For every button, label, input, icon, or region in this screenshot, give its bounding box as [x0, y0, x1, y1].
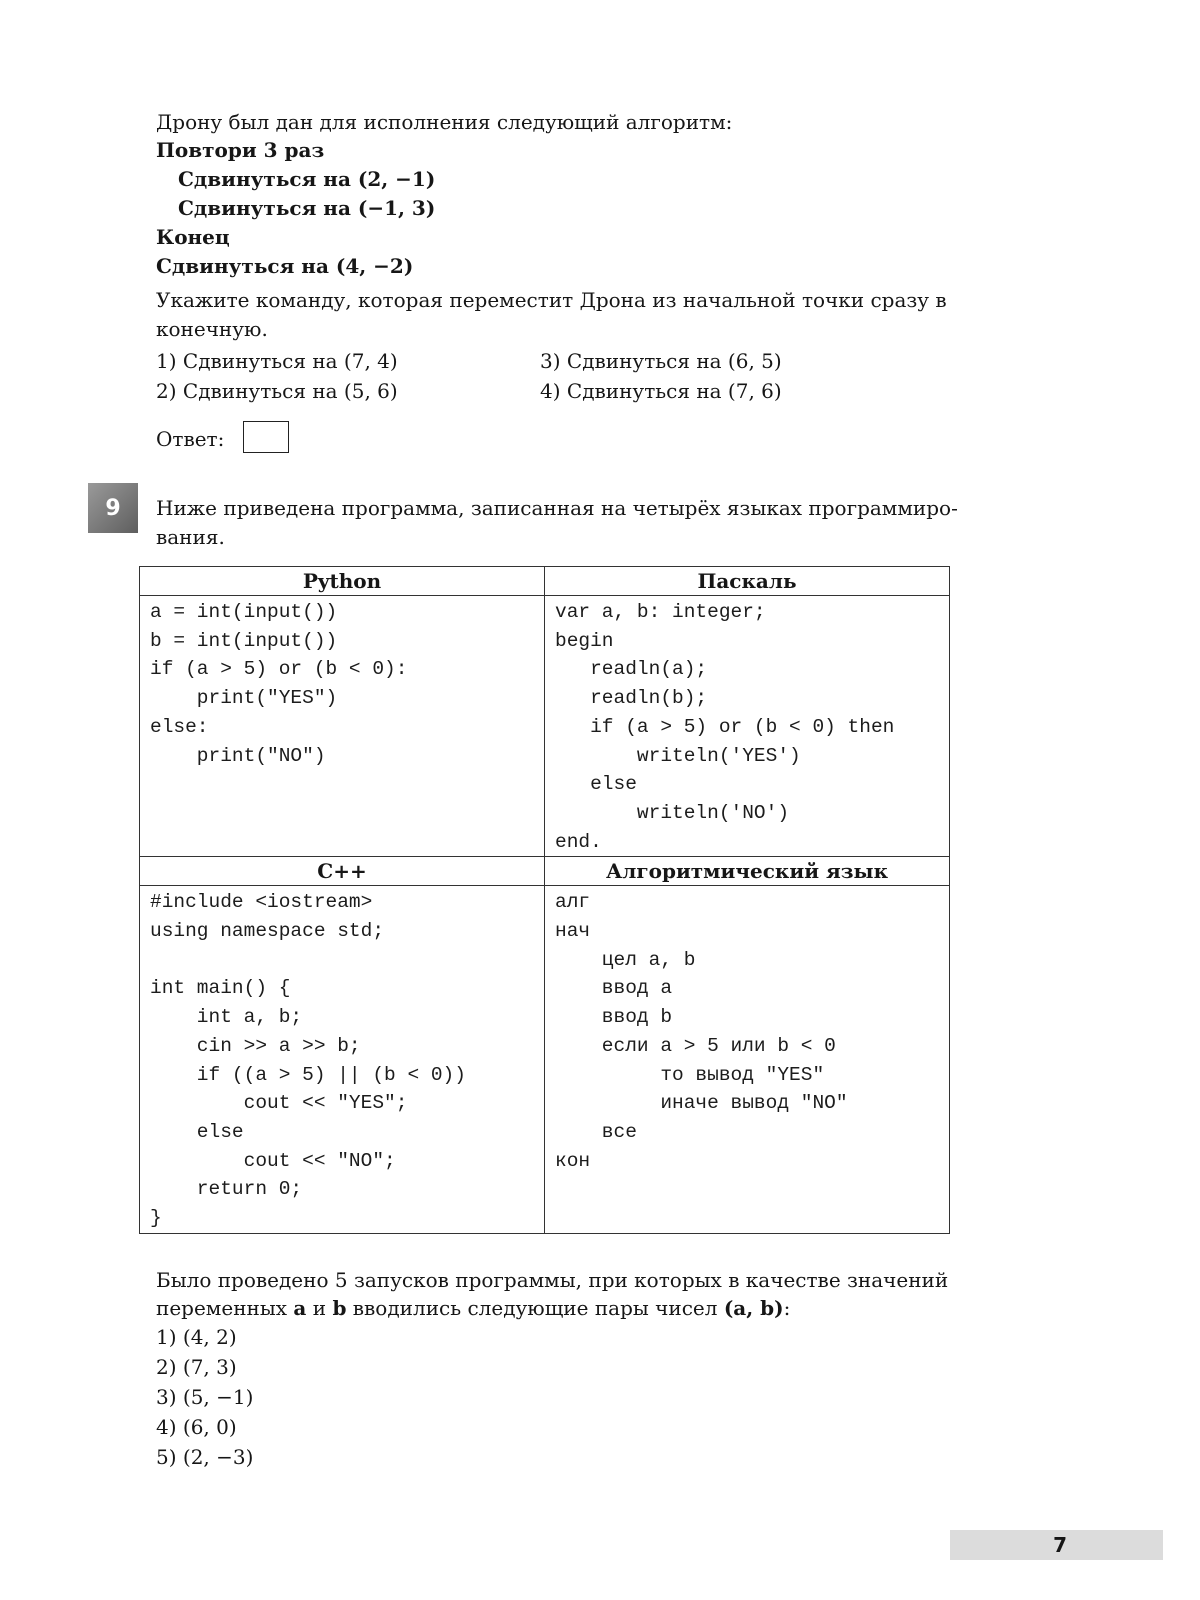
algorithm-line-move-2: Сдвинуться на (−1, 3): [178, 196, 436, 220]
answer-box[interactable]: [243, 421, 289, 453]
run-item-4: 4) (6, 0): [156, 1415, 237, 1439]
pascal-code: var a, b: integer; begin readln(a); readln(b); if (a > 5) or (b < 0) then writeln('YES') else writeln('NO') end.: [555, 601, 895, 853]
page-number: 7: [950, 1530, 1163, 1560]
answer-label: Ответ:: [156, 427, 225, 451]
colon: :: [783, 1296, 791, 1320]
algorithm-line-move-3: Сдвинуться на (4, −2): [156, 254, 414, 278]
var-a: a: [293, 1296, 307, 1320]
task8-question-line1: Укажите команду, которая переместит Дрона из начальной точки сразу в: [156, 288, 947, 312]
and-word: и: [306, 1296, 333, 1320]
task9-intro-line1: Ниже приведена программа, записанная на четырёх языках программиро-: [156, 496, 958, 520]
python-header: Python: [140, 567, 545, 596]
task8-option-1: 1) Сдвинуться на (7, 4): [156, 349, 398, 373]
task-number-badge: 9: [88, 483, 138, 533]
task9-intro-line2: вания.: [156, 525, 225, 549]
alg-code: алг нач цел a, b ввод a ввод b если a > 5 или b < 0 то вывод "YES" иначе вывод "NO" все кон: [555, 891, 848, 1172]
run-item-1: 1) (4, 2): [156, 1325, 237, 1349]
alg-header: Алгоритмический язык: [545, 857, 950, 886]
algorithm-line-end: Конец: [156, 225, 230, 249]
runs-intro-suffix: вводились следующие пары чисел: [346, 1296, 724, 1320]
task8-option-3: 3) Сдвинуться на (6, 5): [540, 349, 782, 373]
run-item-3: 3) (5, −1): [156, 1385, 254, 1409]
run-item-5: 5) (2, −3): [156, 1445, 254, 1469]
runs-intro-prefix: переменных: [156, 1296, 294, 1320]
algorithm-line-repeat: Повтори 3 раз: [156, 138, 325, 162]
task8-intro: Дрону был дан для исполнения следующий алгоритм:: [156, 110, 733, 134]
run-item-2: 2) (7, 3): [156, 1355, 237, 1379]
task8-question-line2: конечную.: [156, 317, 268, 341]
code-table: [139, 566, 950, 1234]
pair-label: (a, b): [723, 1296, 784, 1320]
runs-intro-line2: [156, 1294, 790, 1322]
task8-option-4: 4) Сдвинуться на (7, 6): [540, 379, 782, 403]
python-code: a = int(input()) b = int(input()) if (a > 5) or (b < 0): print("YES") else: print("NO"): [150, 601, 408, 767]
cpp-code: #include <iostream> using namespace std; int main() { int a, b; cin >> a >> b; if ((a > 5) || (b < 0)) cout << "YES"; else cout << "NO"; return 0; }: [150, 891, 466, 1230]
pascal-header: Паскаль: [545, 567, 950, 596]
var-b: b: [332, 1296, 347, 1320]
task8-option-2: 2) Сдвинуться на (5, 6): [156, 379, 398, 403]
algorithm-line-move-1: Сдвинуться на (2, −1): [178, 167, 436, 191]
runs-intro-line1: Было проведено 5 запусков программы, при которых в качестве значений: [156, 1268, 949, 1292]
cpp-header: C++: [140, 857, 545, 886]
